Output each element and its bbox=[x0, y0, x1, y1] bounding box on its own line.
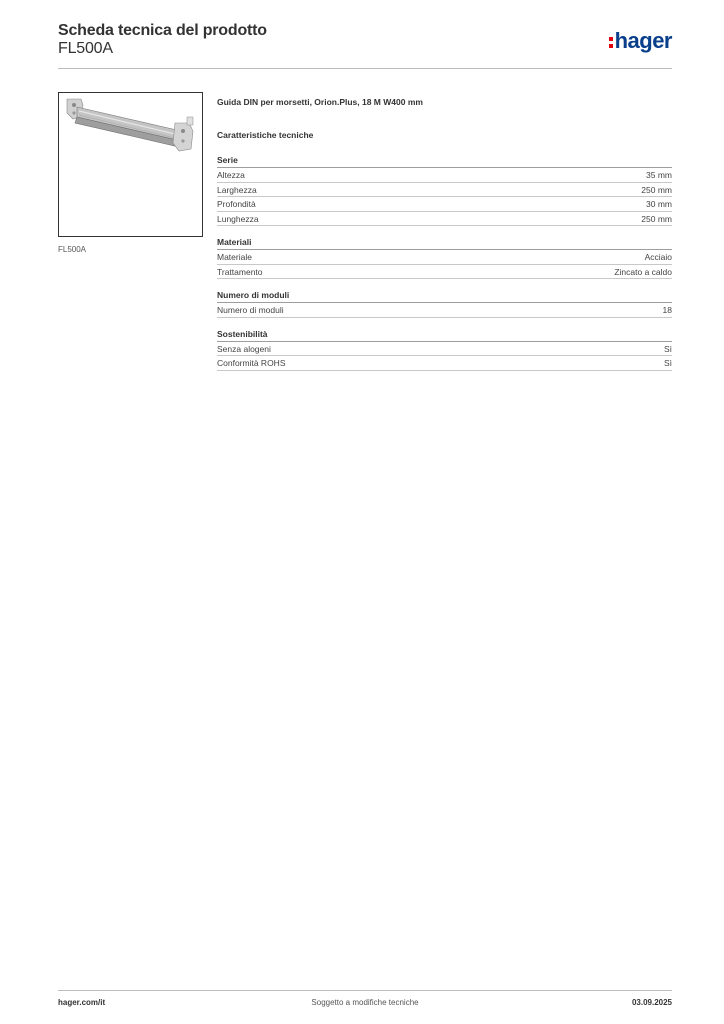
spec-value: Zincato a caldo bbox=[614, 266, 672, 277]
spec-row bbox=[217, 250, 672, 265]
spec-label: Materiale bbox=[217, 252, 252, 262]
spec-label: Senza alogeni bbox=[217, 343, 271, 354]
spec-label: Numero di moduli bbox=[217, 305, 284, 315]
spec-group-sostenibilita bbox=[217, 328, 672, 371]
spec-label: Lunghezza bbox=[217, 213, 259, 224]
spec-group-title: Serie bbox=[217, 154, 672, 168]
spec-value: 250 mm bbox=[641, 184, 672, 195]
header-divider bbox=[58, 68, 672, 69]
product-description: Guida DIN per morsetti, Orion.Plus, 18 M W400 mm bbox=[217, 97, 423, 107]
spec-group-title: Numero di moduli bbox=[217, 289, 672, 303]
hager-logo[interactable] bbox=[609, 28, 672, 54]
spec-label: Altezza bbox=[217, 170, 245, 180]
spec-row bbox=[217, 168, 672, 183]
spec-row bbox=[217, 356, 672, 371]
spec-label: Trattamento bbox=[217, 266, 263, 277]
product-image-caption: FL500A bbox=[58, 245, 87, 254]
spec-value: Sì bbox=[663, 358, 672, 368]
right-bracket-shape bbox=[173, 117, 193, 151]
spec-label: Profondità bbox=[217, 199, 256, 209]
spec-group-title: Sostenibilità bbox=[217, 328, 672, 342]
spec-group-title: Materiali bbox=[217, 236, 672, 250]
footer-date: 03.09.2025 bbox=[631, 998, 672, 1007]
rail-body-shape bbox=[75, 107, 181, 147]
product-details bbox=[217, 97, 672, 371]
logo-text: hager bbox=[614, 28, 672, 53]
footer-notice: Soggetto a modifiche tecniche bbox=[311, 998, 419, 1007]
spec-row bbox=[217, 303, 672, 318]
spec-group-numero-di-moduli bbox=[217, 289, 672, 318]
logo-colon-mark bbox=[609, 35, 613, 49]
spec-group-materiali bbox=[217, 236, 672, 279]
technical-specs-heading: Caratteristiche tecniche bbox=[217, 130, 314, 140]
spec-value: 35 mm bbox=[646, 170, 672, 180]
spec-label: Larghezza bbox=[217, 184, 257, 195]
spec-row bbox=[217, 212, 672, 227]
spec-label: Conformità ROHS bbox=[217, 358, 286, 368]
spec-value: 30 mm bbox=[646, 199, 672, 209]
spec-row bbox=[217, 342, 672, 357]
spec-row bbox=[217, 197, 672, 212]
spec-value: 250 mm bbox=[641, 213, 672, 224]
footer-divider bbox=[58, 990, 672, 991]
spec-row bbox=[217, 183, 672, 198]
spec-value: Sì bbox=[663, 343, 672, 354]
document-title: Scheda tecnica del prodotto bbox=[58, 22, 267, 39]
spec-value: 18 bbox=[662, 305, 672, 315]
product-image bbox=[58, 92, 203, 237]
spec-group-serie bbox=[217, 154, 672, 226]
product-code: FL500A bbox=[58, 40, 113, 57]
website-link[interactable]: hager.com/it bbox=[58, 998, 106, 1007]
din-rail-product-image bbox=[59, 93, 202, 236]
spec-row bbox=[217, 265, 672, 280]
spec-value: Acciaio bbox=[644, 252, 672, 262]
page-header bbox=[58, 22, 672, 68]
